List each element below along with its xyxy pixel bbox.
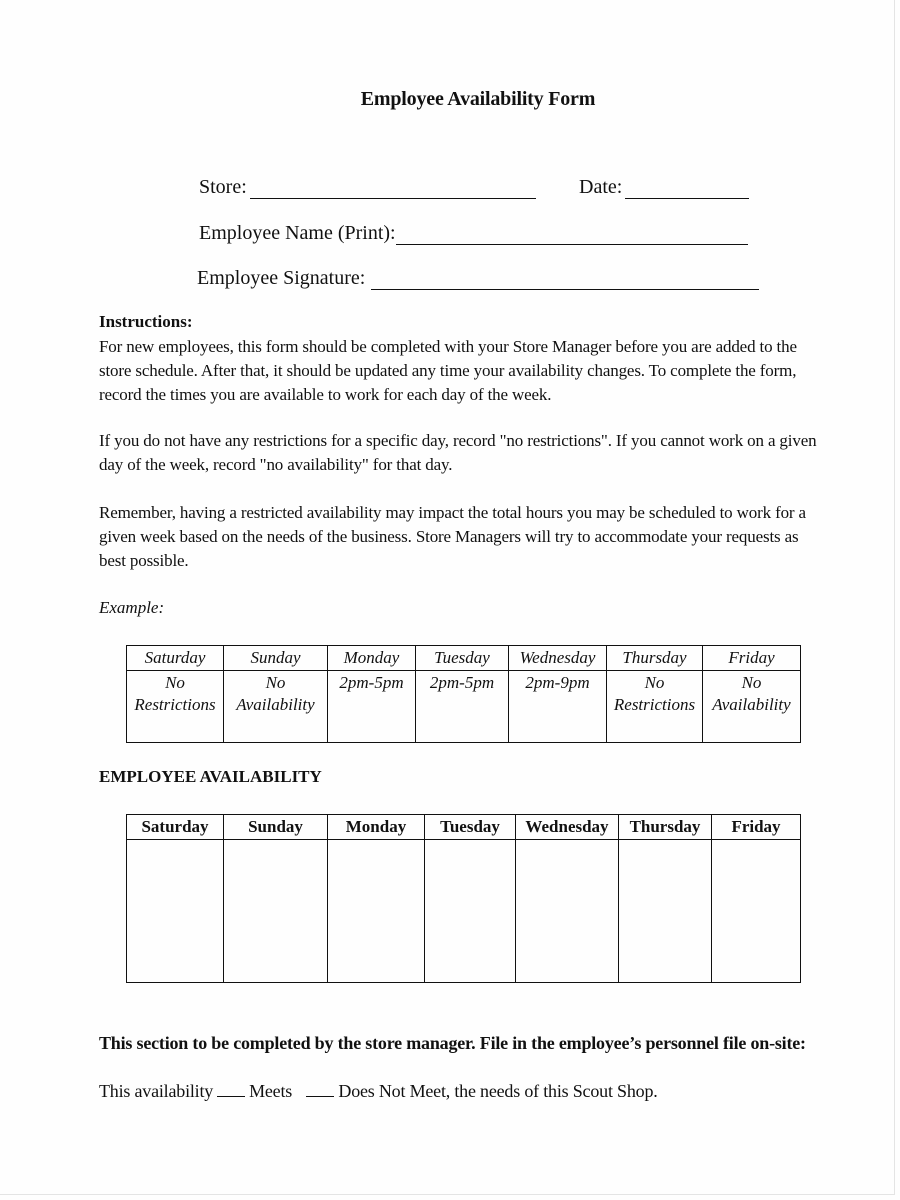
employee-availability-table [126, 814, 801, 983]
example-cell [416, 671, 509, 743]
instructions-paragraph-3: Remember, having a restricted availability may impact the total hours you may be scheduled to work for a given week based on the needs of the business. Store Managers will try to accommodate your requests as best possible. [99, 503, 806, 570]
instructions-paragraph-1: For new employees, this form should be completed with your Store Manager before you are added to the store schedule. After that, it should be updated any time your availability changes. To complete the form, record the times you are available to work for each day of the week. [99, 337, 797, 404]
example-header-row [127, 646, 801, 671]
availability-day-header: Tuesday [425, 815, 516, 840]
availability-day-header: Monday [328, 815, 425, 840]
date-label: Date: [579, 176, 623, 198]
employee-signature-input-line[interactable] [371, 271, 759, 290]
does-not-meet-blank[interactable] [306, 1082, 334, 1097]
availability-entry-cell-sunday[interactable] [224, 840, 328, 983]
example-day-header: Tuesday [416, 646, 509, 671]
instructions-paragraph-2: If you do not have any restrictions for a specific day, record "no restrictions". If you cannot work on a given day of the week, record "no availability" for that day. [99, 431, 817, 474]
availability-entry-cell-tuesday[interactable] [425, 840, 516, 983]
example-cell-line: Availability [236, 695, 315, 714]
example-cell-line: 2pm-5pm [339, 673, 404, 692]
meets-blank[interactable] [217, 1082, 245, 1097]
example-cell [509, 671, 607, 743]
example-label: Example: [99, 598, 165, 617]
availability-entry-cell-monday[interactable] [328, 840, 425, 983]
example-cell-line: 2pm-5pm [429, 673, 495, 692]
availability-day-header: Thursday [619, 815, 712, 840]
does-not-meet-label: Does Not Meet, the needs of this Scout Shop. [338, 1081, 658, 1101]
availability-day-header: Friday [712, 815, 801, 840]
example-cell [703, 671, 801, 743]
manager-section-note: This section to be completed by the store manager. File in the employee’s personnel file on-site: [99, 1033, 806, 1053]
example-values-row [127, 671, 801, 743]
store-label: Store: [199, 176, 247, 198]
manager-meets-line [99, 1081, 658, 1102]
example-day-header: Sunday [224, 646, 328, 671]
store-field [199, 176, 536, 199]
availability-entry-cell-saturday[interactable] [127, 840, 224, 983]
employee-name-input-line[interactable] [396, 226, 748, 245]
example-cell-line: 2pm-9pm [525, 673, 590, 692]
example-cell-line: No [741, 673, 762, 692]
availability-day-header: Sunday [224, 815, 328, 840]
availability-entry-cell-friday[interactable] [712, 840, 801, 983]
employee-name-field [199, 222, 748, 245]
meets-prefix: This availability [99, 1081, 214, 1101]
availability-entry-cell-wednesday[interactable] [516, 840, 619, 983]
example-cell [607, 671, 703, 743]
store-input-line[interactable] [250, 180, 536, 199]
employee-availability-heading: EMPLOYEE AVAILABILITY [99, 767, 322, 786]
example-cell-line: Restrictions [134, 695, 216, 714]
employee-signature-label: Employee Signature: [197, 267, 366, 289]
availability-header-row [127, 815, 801, 840]
date-field [579, 176, 749, 199]
instructions-heading: Instructions: [99, 312, 193, 331]
example-day-header: Wednesday [509, 646, 607, 671]
meets-label: Meets [249, 1081, 293, 1101]
example-cell [328, 671, 416, 743]
availability-entry-cell-thursday[interactable] [619, 840, 712, 983]
example-cell-line: No [165, 673, 185, 692]
availability-entry-row [127, 840, 801, 983]
availability-day-header: Saturday [127, 815, 224, 840]
example-cell [127, 671, 224, 743]
example-table [126, 645, 801, 743]
example-cell-line: No [644, 673, 665, 692]
employee-name-label: Employee Name (Print): [199, 222, 396, 244]
example-day-header: Friday [703, 646, 801, 671]
example-cell-line: Availability [712, 695, 791, 714]
form-title: Employee Availability Form [360, 88, 596, 110]
employee-signature-field [197, 267, 759, 290]
availability-day-header: Wednesday [516, 815, 619, 840]
example-cell-line: No [265, 673, 286, 692]
example-day-header: Thursday [607, 646, 703, 671]
example-cell [224, 671, 328, 743]
example-day-header: Monday [328, 646, 416, 671]
example-day-header: Saturday [127, 646, 224, 671]
date-input-line[interactable] [625, 180, 749, 199]
example-cell-line: Restrictions [613, 695, 696, 714]
